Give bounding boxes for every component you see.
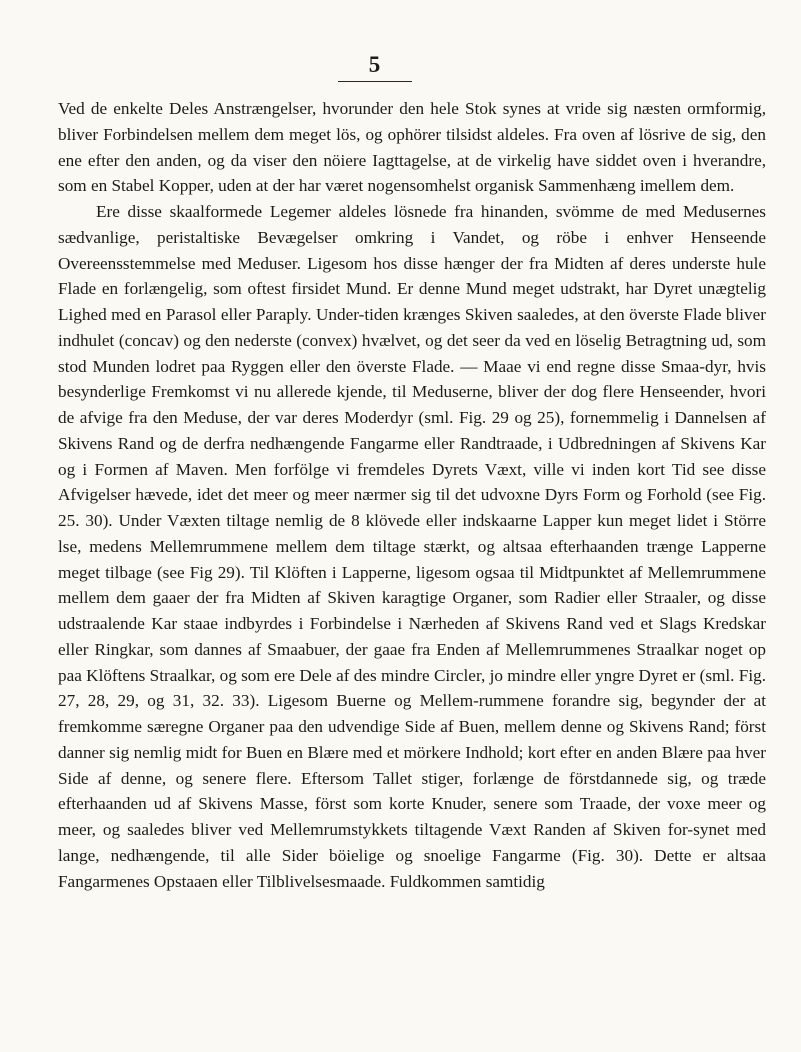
page-number-rule [338,81,412,82]
paragraph-2: Ere disse skaalformede Legemer aldeles lösnede fra hinanden, svömme de med Medusernes sædvanlige, peristaltiske Bevægelser omkring i Vandet, og röbe i enhver Henseende Overeensstemmelse med Meduser. Ligesom hos disse hænger der fra Midten af deres underste hule Flade en forlængelig, som oftest firsidet Mund. Er denne Mund meget udstrakt, har Dyret unægtelig Lighed med en Parasol eller Paraply. Under-tiden krænges Skiven saaledes, at den överste Flade bliver indhulet (concav) og den nederste (convex) hvælvet, og det seer da ved en löselig Betragtning ud, som stod Munden lodret paa Ryggen eller den överste Flade. — Maae vi end regne disse Smaa-dyr, hvis besynderlige Fremkomst vi nu allerede kjende, til Meduserne, bliver der dog flere Henseender, hvori de afvige fra den Meduse, der var deres Moderdyr (sml. Fig. 29 og 25), fornemmelig i Dannelsen af Skivens Rand og de derfra nedhængende Fangarme eller Randtraade, i Udbredningen af Skivens Kar og i Formen af Maven. Men forfölge vi fremdeles Dyrets Væxt, ville vi inden kort Tid see disse Afvigelser hævede, idet det meer og meer nærmer sig til det udvoxne Dyrs Form og Forhold (see Fig. 25. 30). Under Væxten tiltage nemlig de 8 klövede eller indskaarne Lapper kun meget lidet i Större lse, medens Mellemrummene mellem dem tiltage stærkt, og altsaa efterhaanden trænge Lapperne meget tilbage (see Fig 29). Til Klöften i Lapperne, ligesom ogsaa til Midtpunktet af Mellemrummene mellem dem gaaer der fra Midten af Skiven karagtige Organer, som Radier eller Straaler, og disse udstraalende Kar staae indbyrdes i Forbindelse i Nærheden af Skivens Rand ved et Slags Kredskar eller Ringkar, som dannes af Smaabuer, der gaae fra Enden af Mellemrummenes Straalkar noget op paa Klöftens Straalkar, og som ere Dele af des mindre Circler, jo mindre eller yngre Dyret er (sml. Fig. 27, 28, 29, og 31, 32. 33). Ligesom Buerne og Mellem-rummene forandre sig, begynder der at fremkomme særegne Organer paa den udvendige Side af Buen, mellem denne og Skivens Rand; först danner sig nemlig midt for Buen en Blære med et mörkere Indhold; kort efter en anden Blære paa hver Side af denne, og senere flere. Eftersom Tallet stiger, forlænge de förstdannede sig, og træde efterhaanden ud af Skivens Masse, först som korte Knuder, senere som Traade, der voxe meer og meer, og saaledes bliver ved Mellemrumstykkets tiltagende Væxt Randen af Skiven for-synet med lange, nedhængende, til alle Sider böielige og snoelige Fangarme (Fig. 30). Dette er altsaa Fangarmenes Opstaaen eller Tilblivelsesmaade. Fuldkommen samtidig [58,202,766,891]
paragraph-1: Ved de enkelte Deles Anstrængelser, hvorunder den hele Stok synes at vride sig næsten ormformig, bliver Forbindelsen mellem dem meget lös, og ophörer tilsidst aldeles. Fra oven af lösrive de sig, den ene efter den anden, og da viser den nöiere Iagttagelse, at de virkelig have siddet oven i hverandre, som en Stabel Kopper, uden at der har været nogensomhelst organisk Sammenhæng imellem dem. [58,99,766,196]
body-text [58,96,766,894]
page-number: 5 [368,52,382,77]
